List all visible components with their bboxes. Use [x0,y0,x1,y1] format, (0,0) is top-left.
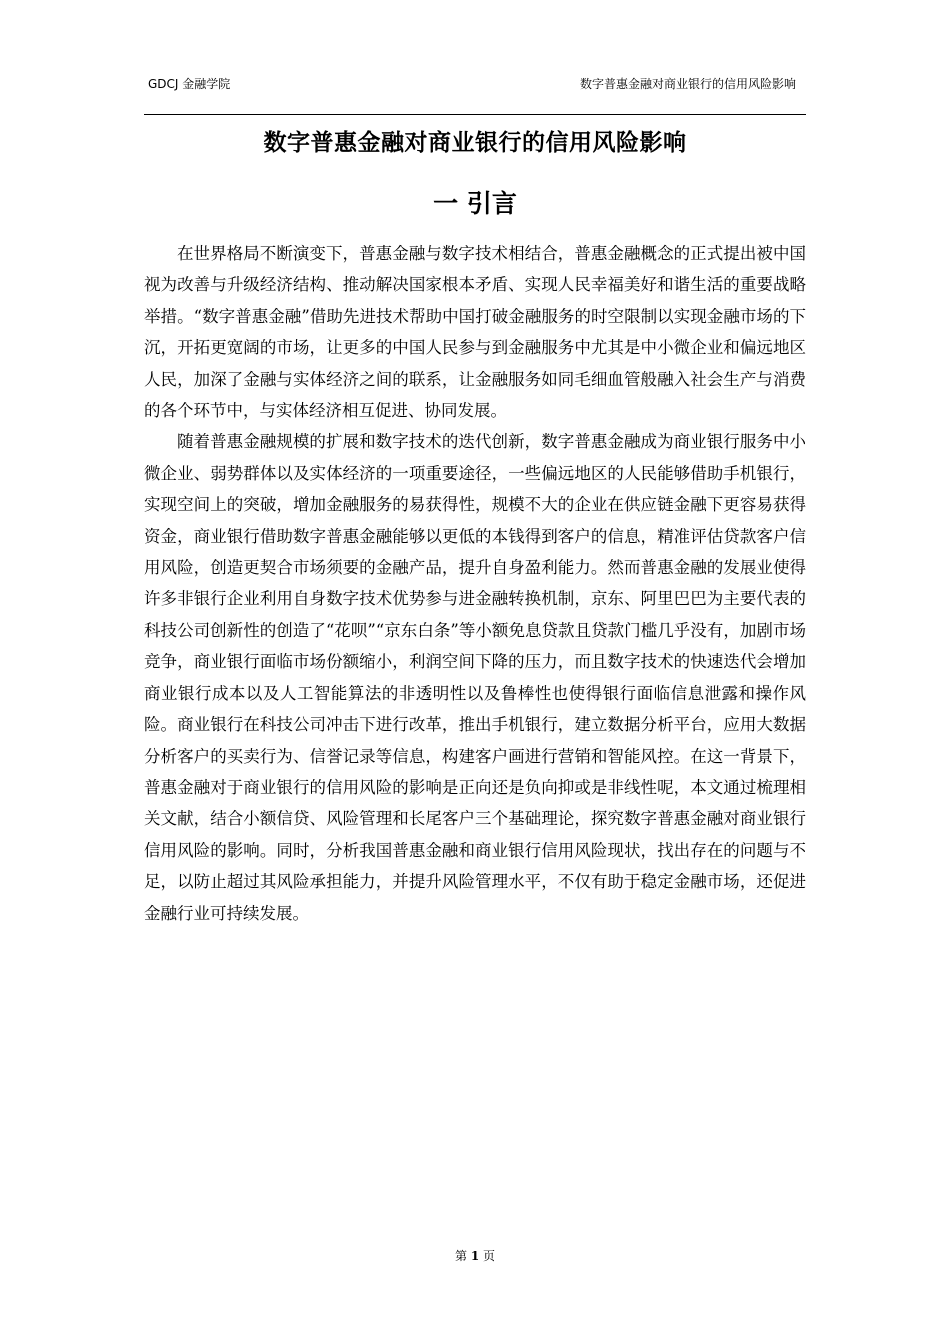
header-running-title: 数字普惠金融对商业银行的信用风险影响 [579,77,796,91]
page-footer [144,1246,806,1266]
page-header [144,74,806,94]
document-title: 数字普惠金融对商业银行的信用风险影响 [263,130,687,156]
paragraph-2: 随着普惠金融规模的扩展和数字技术的迭代创新，数字普惠金融成为商业银行服务中小微企业、弱势群体以及实体经济的一项重要途径，一些偏远地区的人民能够借助手机银行，实现空间上的突破，增加金融服务的易获得性，规模不大的企业在供应链金融下更容易获得资金，商业银行借助数字普惠金融能够以更低的本钱得到客户的信息，精准评估贷款客户信用风险，创造更契合市场须要的金融产品，提升自身盈利能力。然而普惠金融的发展业使得许多非银行企业利用自身数字技术优势参与进金融转换机制，京东、阿里巴巴为主要代表的科技公司创新性的创造了“花呗”“京东白条”等小额免息贷款且贷款门槛几乎没有，加剧市场竞争，商业银行面临市场份额缩小，利润空间下降的压力，而且数字技术的快速迭代会增加商业银行成本以及人工智能算法的非透明性以及鲁棒性也使得银行面临信息泄露和操作风险。商业银行在科技公司冲击下进行改革，推出手机银行，建立数据分析平台，应用大数据分析客户的买卖行为、信誉记录等信息，构建客户画进行营销和智能风控。在这一背景下，普惠金融对于商业银行的信用风险的影响是正向还是负向抑或是非线性呢，本文通过梳理相关文献，结合小额信贷、风险管理和长尾客户三个基础理论，探究数字普惠金融对商业银行信用风险的影响。同时，分析我国普惠金融和商业银行信用风险现状，找出存在的问题与不足，以防止超过其风险承担能力，并提升风险管理水平，不仅有助于稳定金融市场，还促进金融行业可持续发展。 [144,432,806,923]
header-divider [144,114,806,115]
page-number-suffix: 页 [483,1249,496,1263]
paragraph-1: 在世界格局不断演变下，普惠金融与数字技术相结合，普惠金融概念的正式提出被中国视为改善与升级经济结构、推动解决国家根本矛盾、实现人民幸福美好和谐生活的重要战略举措。“数字普惠金融”借助先进技术帮助中国打破金融服务的时空限制以实现金融市场的下沉，开拓更宽阔的市场，让更多的中国人民参与到金融服务中尤其是中小微企业和偏远地区人民，加深了金融与实体经济之间的联系，让金融服务如同毛细血管般融入社会生产与消费的各个环节中，与实体经济相互促进、协同发展。 [144,244,806,421]
body-text [144,238,806,929]
page-number: 1 [470,1249,480,1263]
section-heading-introduction: 一 引言 [433,189,517,218]
header-school: GDCJ 金融学院 [148,77,231,91]
page-number-prefix: 第 [454,1249,467,1263]
